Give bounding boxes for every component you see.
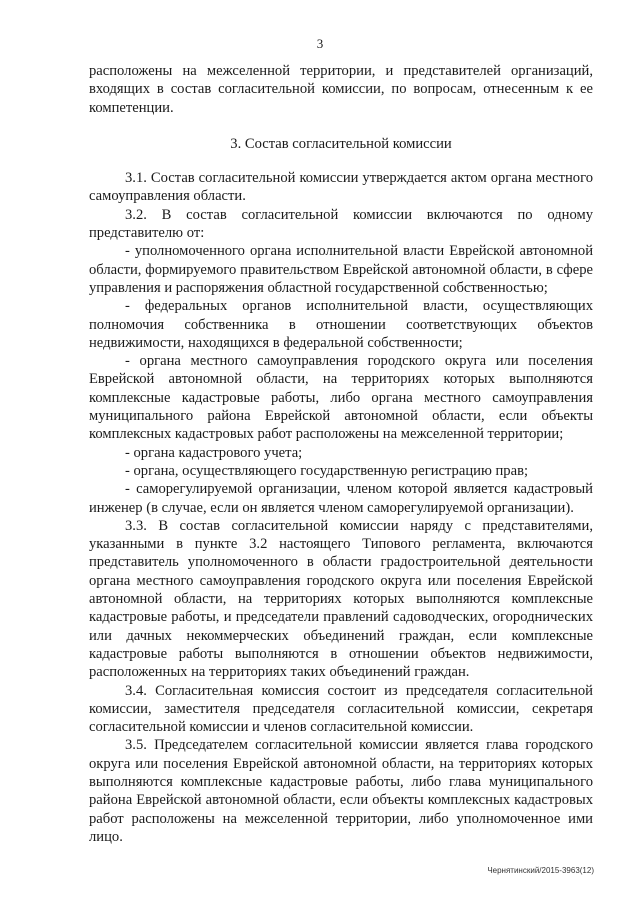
paragraph-3-1: 3.1. Состав согласительной комиссии утверждается актом органа местного самоуправления области.: [89, 170, 593, 205]
paragraph-3-3: 3.3. В состав согласительной комиссии наряду с представителями, указанными в пункте 3.2 настоящего Типового регламента, включаются представитель уполномоченного в области градостроительной деятельности органа местного самоуправления городского округа или поселения Еврейской автономной области, на территориях которых выполняются комплексные кадастровые работы, и председатели правлений садоводческих, огороднических или дачных некоммерческих объединений граждан, если комплексные кадастровые работы выполняются в отношении объектов недвижимости, расположенных на территориях таких объединений граждан.: [89, 517, 593, 681]
paragraph-3-4: 3.4. Согласительная комиссия состоит из председателя согласительной комиссии, заместителя председателя согласительной комиссии, секретаря согласительной комиссии и членов согласительной комиссии.: [89, 682, 593, 736]
document-body: [89, 62, 593, 846]
paragraph-3-5: 3.5. Председателем согласительной комиссии является глава городского округа или поселения Еврейской автономной области, на территориях которых выполняются комплексные кадастровые работы, либо глава муниципального района Еврейской автономной области, если объекты комплексных кадастровых работ расположены на межселенной территории, либо уполномоченное ими лицо.: [89, 737, 593, 845]
list-item: - федеральных органов исполнительной власти, осуществляющих полномочия собственника в отношении соответствующих объектов недвижимости, находящихся в федеральной собственности;: [89, 298, 593, 351]
list-item: - саморегулируемой организации, членом которой является кадастровый инженер (в случае, если он является членом саморегулируемой организации).: [89, 481, 593, 516]
list-item: - уполномоченного органа исполнительной власти Еврейской автономной области, формируемого правительством Еврейской автономной области, в сфере управления и распоряжения областной государственной собственностью;: [89, 243, 593, 296]
list-item: - органа кадастрового учета;: [125, 444, 303, 461]
paragraph-3-2: 3.2. В состав согласительной комиссии включаются по одному представителю от:: [89, 206, 593, 242]
list-item: - органа местного самоуправления городского округа или поселения Еврейской автономной области, на территориях которых выполняются комплексные кадастровые работы, либо органа местного самоуправления муниципального района Еврейской автономной области, если объекты комплексных кадастровых работ расположены на межселенной территории;: [89, 353, 593, 443]
intro-paragraph: расположены на межселенной территории, и представителей организаций, входящих в состав согласительной комиссии, по вопросам, отнесенным к ее компетенции.: [89, 63, 593, 116]
section-heading: 3. Состав согласительной комиссии: [230, 135, 452, 152]
footer-document-code: Чернятинский/2015-3963(12): [487, 866, 594, 875]
list-item: - органа, осуществляющего государственную регистрацию прав;: [125, 462, 529, 479]
page-number: 3: [316, 36, 324, 51]
